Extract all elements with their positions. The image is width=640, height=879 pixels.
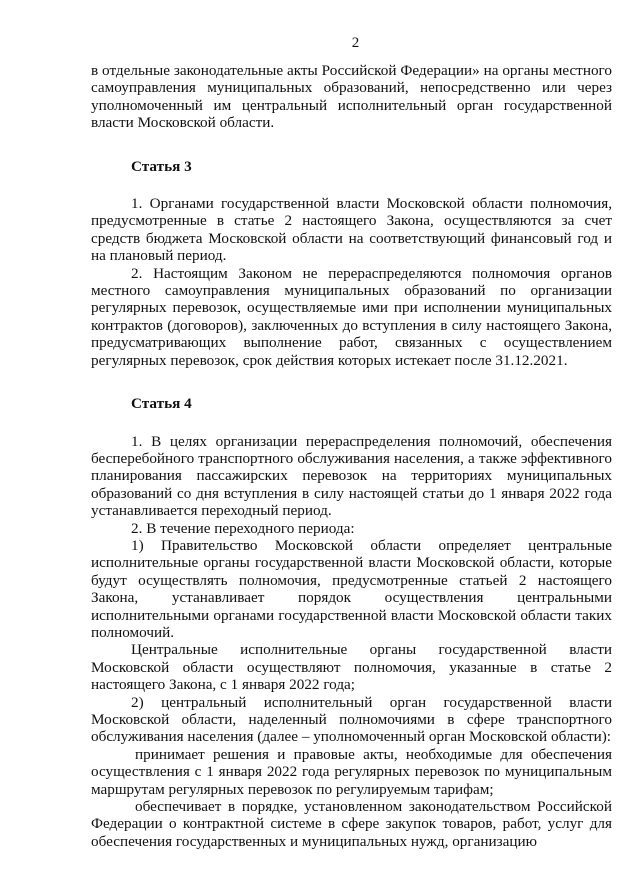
article-3-paragraph-2: 2. Настоящим Законом не перераспределяются полномочия органов местного самоуправления муниципальных образований по организации регулярных перевозок, осуществляемые ими при исполнении муниципальных контрактов (договоров), заключенных до вступления в силу настоящего Закона, предусматривающих выполнение работ, связанных с осуществлением регулярных перевозок, срок действия которых истекает после 31.12.2021.: [91, 264, 612, 369]
article-4-paragraph-7: обеспечивает в порядке, установленном законодательством Российской Федерации о контрактной системе в сфере закупок товаров, работ, услуг для обеспечения государственных и муниципальных нужд, организацию: [91, 798, 612, 850]
article-4-paragraph-5: 2) центральный исполнительный орган государственной власти Московской области, наделенный полномочиями в сфере транспортного обслуживания населения (далее – уполномоченный орган Московской области):: [91, 693, 612, 746]
article-4-heading: Статья 4: [131, 395, 192, 413]
intro-paragraph: в отдельные законодательные акты Российской Федерации» на органы местного самоуправления муниципальных образований, непосредственно или через уполномоченный им центральный исполнительный орган государственной власти Московской области.: [91, 62, 612, 132]
article-4-paragraph-4: Центральные исполнительные органы государственной власти Московской области осуществляют полномочия, указанные в статье 2 настоящего Закона, с 1 января 2022 года;: [91, 641, 612, 694]
article-3-heading: Статья 3: [131, 157, 192, 175]
article-4-paragraph-2: 2. В течение переходного периода:: [131, 519, 355, 537]
article-4-paragraph-1: 1. В целях организации перераспределения полномочий, обеспечения бесперебойного транспортного обслуживания населения, а также эффективного планирования пассажирских перевозок на территориях муниципальных образований со дня вступления в силу настоящей статьи до 1 января 2022 года устанавливается переходный период.: [91, 432, 612, 520]
article-3-paragraph-1: 1. Органами государственной власти Московской области полномочия, предусмотренные в статье 2 настоящего Закона, осуществляются за счет средств бюджета Московской области на соответствующий финансовый год и на плановый период.: [91, 195, 612, 265]
article-4-paragraph-6: принимает решения и правовые акты, необходимые для обеспечения осуществления с 1 января 2022 года регулярных перевозок по муниципальным маршрутам регулярных перевозок по регулируемым тарифам;: [91, 745, 612, 798]
page-number: 2: [351, 35, 360, 51]
article-4-paragraph-3: 1) Правительство Московской области определяет центральные исполнительные органы государственной власти Московской области, которые будут осуществлять полномочия, предусмотренные статьей 2 настоящего Закона, устанавливает порядок осуществления центральными исполнительными органами государственной власти Московской области таких полномочий.: [91, 536, 612, 641]
